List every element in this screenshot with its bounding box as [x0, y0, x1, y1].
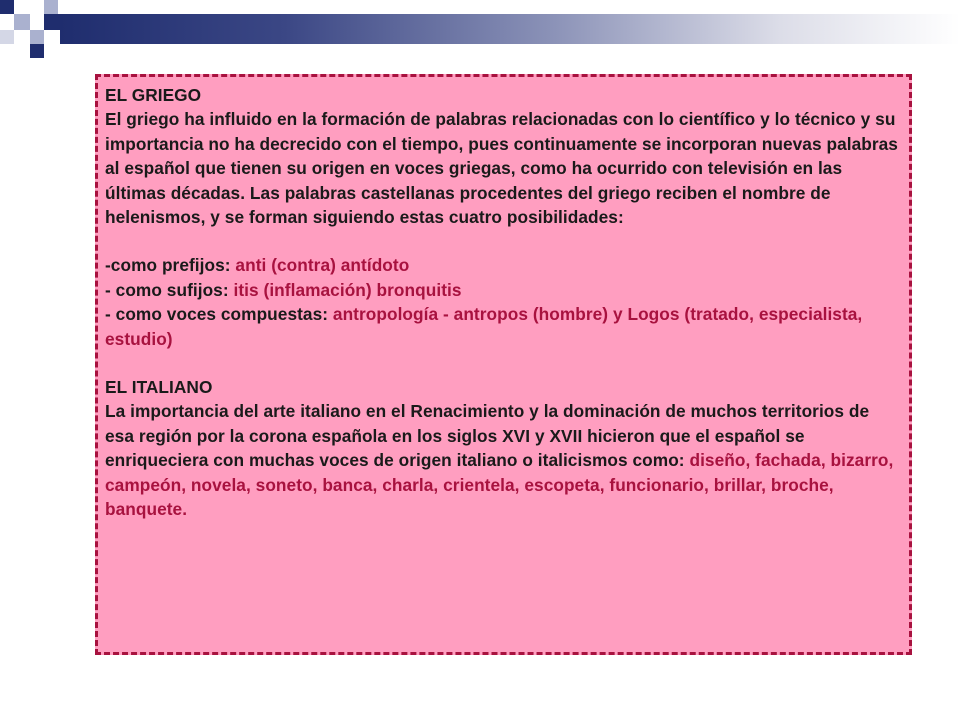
item-example: antropología - antropos (hombre) y Logos (tratado, especialista, estudio) [105, 304, 863, 349]
item-example: itis (inflamación) bronquitis [233, 279, 462, 300]
italian-title: EL ITALIANO [105, 377, 213, 398]
header-square-navy [44, 14, 60, 30]
item-label: -como prefijos: [105, 255, 236, 276]
greek-title: EL GRIEGO [105, 85, 202, 105]
greek-item-prefix [105, 253, 903, 277]
item-example: anti (contra) antídoto [235, 255, 410, 276]
header-square-light [30, 30, 44, 44]
greek-paragraph: El griego ha influido en la formación de palabras relacionadas con lo científico y lo técnico y su importancia no ha decrecido con el tiempo, pues continuamente se incorporan nuevas palabras al español que tienen su origen en voces griegas, como ha ocurrido con televisión en las últimas décadas. Las palabras castellanas procedentes del griego reciben el nombre de helenismos, y se forman siguiendo estas cuatro posibilidades: [105, 109, 898, 228]
item-label: - como voces compuestas: [105, 304, 333, 325]
spacer [105, 229, 903, 253]
header-gradient-bar [60, 14, 960, 44]
italian-examples: diseño, fachada, bizarro, campeón, novela, soneto, banca, charla, crientela, escopeta, funcionario, brillar, broche, banquete. [105, 450, 894, 520]
header-square-light [44, 0, 58, 14]
greek-item-suffix [105, 278, 903, 302]
item-label: - como sufijos: [105, 279, 234, 300]
spacer [105, 351, 903, 375]
header-square-navy [30, 44, 44, 58]
italian-text: La importancia del arte italiano en el Renacimiento y la dominación de muchos territorios de esa región por la corona española en los siglos XVI y XVII hicieron que el español se enriqueciera con muchas voces de origen italiano o italicismos como: [105, 401, 870, 471]
italian-paragraph [105, 399, 903, 521]
content-box [95, 74, 912, 655]
header-square-pale [0, 30, 14, 44]
header-square-navy [0, 0, 14, 14]
header-square-light [14, 14, 30, 30]
greek-item-compound [105, 302, 903, 351]
header-decoration [0, 0, 960, 60]
